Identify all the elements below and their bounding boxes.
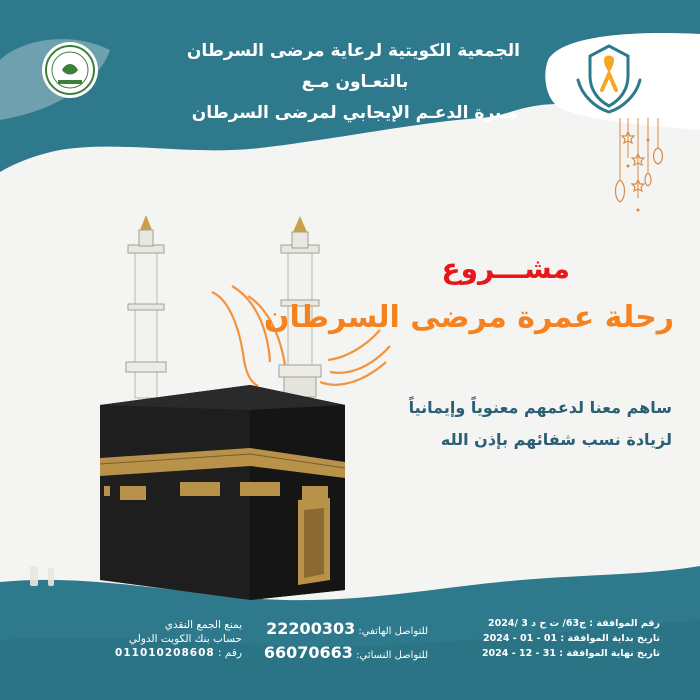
- appeal-line-2: لزيادة نسب شفائهم بإذن الله: [440, 430, 672, 449]
- appeal-line-1: ساهم معنا لدعمهم معنوياً وإيمانياً: [408, 398, 672, 417]
- approval-info: [440, 616, 660, 661]
- approval-end-date: تاريخ نهاية الموافقة : 31 - 12 - 2024: [481, 648, 660, 659]
- approval-number: رقم الموافقة : ج63/ ت ح د 3 /2024: [488, 618, 660, 629]
- phone-contact: [263, 618, 428, 642]
- association-seal-icon: [40, 40, 100, 100]
- account-label: رقم :: [218, 647, 242, 659]
- footer: [0, 590, 700, 700]
- ribbon-hands-icon: [562, 36, 656, 120]
- header-cooperation: بالتعـاون مـع: [301, 72, 409, 92]
- header: [186, 36, 520, 129]
- women-contact: [263, 642, 428, 666]
- account-number[interactable]: 011010208608: [115, 647, 215, 659]
- project-label: مشـــروع: [441, 252, 570, 285]
- women-contact-number[interactable]: 66070663: [263, 643, 353, 662]
- ramadan-stars-lanterns-icon: [614, 118, 664, 228]
- contact-info: [263, 618, 428, 666]
- appeal-text: [372, 392, 672, 456]
- approval-start-date: تاريخ بداية الموافقة : 01 - 01 - 2024: [483, 633, 660, 644]
- phone-label: للتواصل الهاتفي:: [358, 626, 428, 637]
- bank-info: [82, 618, 242, 660]
- bank-account: [82, 646, 242, 660]
- header-association-name: الجمعية الكويتية لرعاية مرضى السرطان: [186, 41, 520, 61]
- project-title: رحلة عمرة مرضى السرطان: [263, 300, 674, 335]
- no-cash-notice: يمنع الجمع النقدي: [164, 619, 242, 631]
- header-partner-name: مـبرة الدعـم الإيجابي لمرضى السرطان: [191, 103, 519, 123]
- phone-number[interactable]: 22200303: [266, 619, 356, 638]
- women-contact-label: للتواصل النسائي:: [356, 650, 428, 661]
- bank-name: حساب بنك الكويت الدولي: [128, 633, 242, 645]
